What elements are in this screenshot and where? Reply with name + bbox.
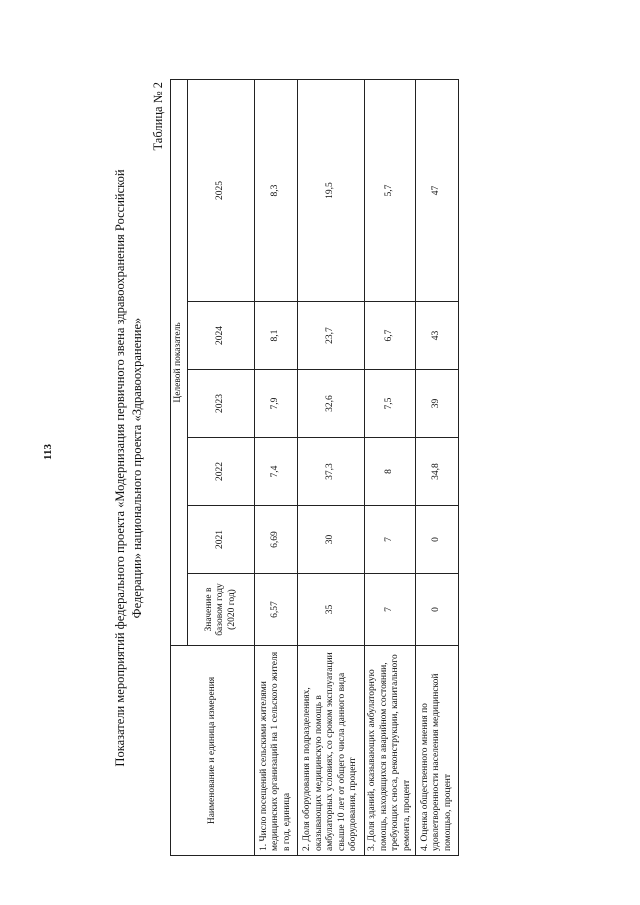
year-value: 5,7 <box>365 79 416 301</box>
year-value: 34,8 <box>416 438 459 506</box>
document-title <box>112 80 146 856</box>
year-value: 8,3 <box>255 79 298 301</box>
year-value: 7,9 <box>255 370 298 438</box>
indicator-name: 4. Оценка общественного мнения по удовлетворенности населения медицинской помощью, процент <box>416 646 459 856</box>
base-value: 7 <box>365 574 416 646</box>
year-value: 6,69 <box>255 506 298 574</box>
header-row-top <box>171 79 188 855</box>
year-value: 32,6 <box>298 370 365 438</box>
year-value: 39 <box>416 370 459 438</box>
base-value: 35 <box>298 574 365 646</box>
indicator-name: 3. Доля зданий, оказывающих амбулаторную помощь, находящихся в аварийном состоянии, требующих сноса, реконструкции, капитального ремонта, процент <box>365 646 416 856</box>
target-group-header: Целевой показатель <box>171 79 188 645</box>
table-row <box>416 79 459 855</box>
year-value: 37,3 <box>298 438 365 506</box>
year-value: 8 <box>365 438 416 506</box>
page-number: 113 <box>42 444 54 460</box>
title-line-2: Федерации» национального проекта «Здравоохранение» <box>130 317 144 619</box>
table-row <box>255 79 298 855</box>
indicators-table <box>170 79 459 856</box>
year-header: 2025 <box>188 79 255 301</box>
table-row <box>298 79 365 855</box>
year-value: 7,5 <box>365 370 416 438</box>
year-header: 2023 <box>188 370 255 438</box>
year-header: 2022 <box>188 438 255 506</box>
year-value: 6,7 <box>365 302 416 370</box>
year-value: 0 <box>416 506 459 574</box>
indicator-name: 1. Число посещений сельскими жителями медицинских организаций на 1 сельского жителя в год, единица <box>255 646 298 856</box>
year-value: 23,7 <box>298 302 365 370</box>
base-value: 0 <box>416 574 459 646</box>
year-value: 43 <box>416 302 459 370</box>
rotated-content <box>112 80 472 856</box>
year-header: 2021 <box>188 506 255 574</box>
name-column-header: Наименование и единица измерения <box>171 646 255 856</box>
year-value: 7 <box>365 506 416 574</box>
year-value: 47 <box>416 79 459 301</box>
year-header: 2024 <box>188 302 255 370</box>
year-value: 8,1 <box>255 302 298 370</box>
year-value: 30 <box>298 506 365 574</box>
title-line-1: Показатели мероприятий федерального проекта «Модернизация первичного звена здравоохранения Российской <box>113 169 127 767</box>
year-value: 7,4 <box>255 438 298 506</box>
table-label: Таблица № 2 <box>151 82 165 151</box>
base-value: 6,57 <box>255 574 298 646</box>
base-year-header: Значение в базовом году (2020 год) <box>188 574 255 646</box>
indicator-name: 2. Доля оборудования в подразделениях, оказывающих медицинскую помощь в амбулаторных условиях, со сроком эксплуатации свыше 10 лет от общего числа данного вида оборудования, процент <box>298 646 365 856</box>
table-row <box>365 79 416 855</box>
year-value: 19,5 <box>298 79 365 301</box>
